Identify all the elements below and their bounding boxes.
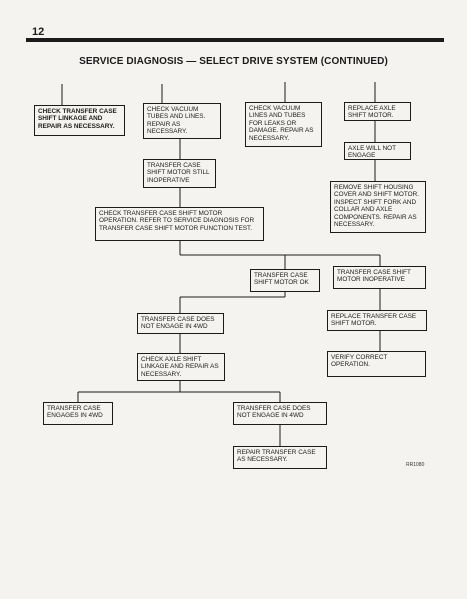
box-replace-transfer-case-motor: REPLACE TRANSFER CASE SHIFT MOTOR.: [327, 310, 427, 331]
box-does-not-engage-4wd: TRANSFER CASE DOES NOT ENGAGE IN 4WD: [137, 313, 224, 334]
box-motor-inoperative: TRANSFER CASE SHIFT MOTOR INOPERATIVE: [333, 266, 426, 289]
box-does-not-engage-4wd-final: TRANSFER CASE DOES NOT ENGAGE IN 4WD: [233, 402, 327, 425]
box-check-vacuum-tubes: CHECK VACUUM TUBES AND LINES. REPAIR AS NECESSARY.: [143, 103, 221, 139]
box-verify-correct-operation: VERIFY CORRECT OPERATION.: [327, 351, 426, 377]
figure-code: RR1080: [406, 462, 425, 468]
box-repair-transfer-case: REPAIR TRANSFER CASE AS NECESSARY.: [233, 446, 327, 469]
page-title: SERVICE DIAGNOSIS — SELECT DRIVE SYSTEM (CONTINUED): [79, 56, 388, 67]
box-check-vacuum-leaks: CHECK VACUUM LINES AND TUBES FOR LEAKS OR DAMAGE. REPAIR AS NECESSARY.: [245, 102, 322, 147]
box-check-transfer-case-linkage: CHECK TRANSFER CASE SHIFT LINKAGE AND REPAIR AS NECESSARY.: [34, 105, 125, 136]
box-check-axle-linkage: CHECK AXLE SHIFT LINKAGE AND REPAIR AS NECESSARY.: [137, 353, 225, 381]
box-motor-still-inoperative: TRANSFER CASE SHIFT MOTOR STILL INOPERATIVE: [143, 159, 216, 188]
box-motor-ok: TRANSFER CASE SHIFT MOTOR OK: [250, 269, 320, 292]
box-replace-axle-shift-motor: REPLACE AXLE SHIFT MOTOR.: [344, 102, 411, 121]
box-check-motor-operation: CHECK TRANSFER CASE SHIFT MOTOR OPERATION. REFER TO SERVICE DIAGNOSIS FOR TRANSFER CASE SHIFT MOTOR FUNCTION TEST.: [95, 207, 264, 241]
box-remove-shift-housing: REMOVE SHIFT HOUSING COVER AND SHIFT MOTOR. INSPECT SHIFT FORK AND COLLAR AND AXLE COMPONENTS. REPAIR AS NECESSARY.: [330, 181, 426, 233]
box-engages-4wd: TRANSFER CASE ENGAGES IN 4WD: [43, 402, 113, 425]
box-axle-will-not-engage: AXLE WILL NOT ENGAGE: [344, 142, 411, 160]
page-number: 12: [32, 26, 45, 38]
